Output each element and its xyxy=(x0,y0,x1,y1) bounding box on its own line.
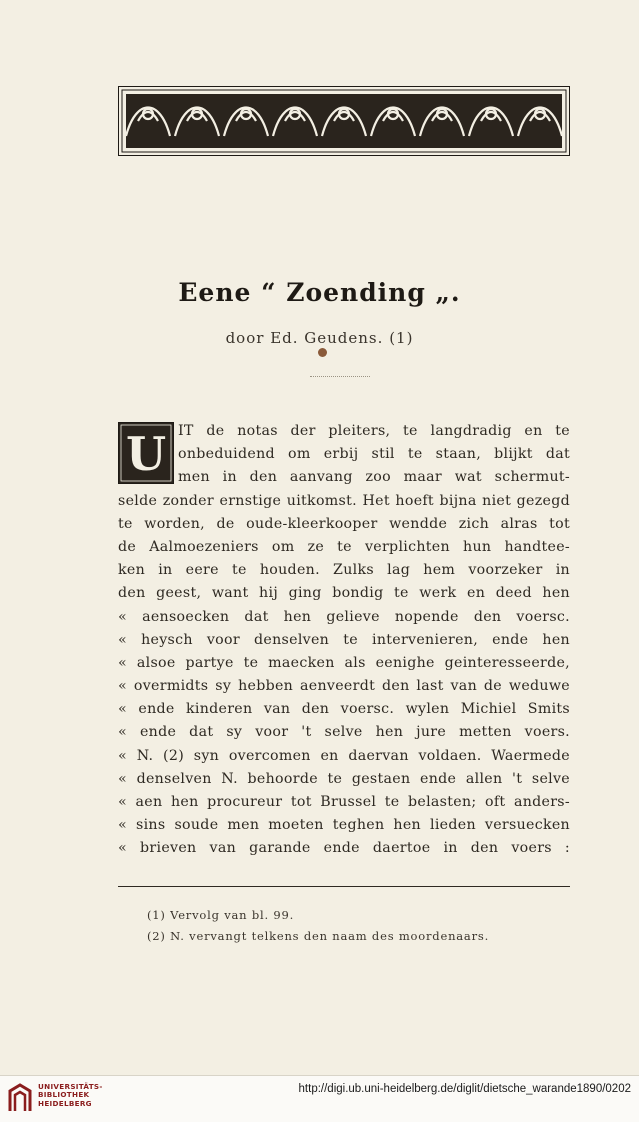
source-url[interactable]: http://digi.ub.uni-heidelberg.de/diglit/dietsche_warande1890/0202 xyxy=(298,1083,631,1095)
body-line: « sins soude men moeten teghen hen lieden versuecken xyxy=(118,817,570,834)
body-line: onbeduidend om erbij stil te staan, blijkt dat xyxy=(178,446,570,463)
body-line: « denselven N. behoorde te gestaen ende allen 't selve xyxy=(118,770,570,787)
body-line: « N. (2) syn overcomen en daervan voldaen. Waermede xyxy=(118,747,570,764)
body-line: « overmidts sy hebben aenveerdt den last van de weduwe xyxy=(118,678,570,695)
ornament-dot xyxy=(318,348,327,357)
body-line: IT de notas der pleiters, te langdradig en te xyxy=(178,423,570,439)
footnote-2: (2) N. vervangt telkens den naam des moordenaars. xyxy=(147,929,490,943)
footnote-ref: (1) xyxy=(389,329,414,347)
library-name-line-1: UNIVERSITÄTS- xyxy=(38,1082,103,1091)
author-name: Ed. Geudens. xyxy=(270,329,384,347)
body-line: te worden, de oude-kleerkooper wendde zich alras tot xyxy=(118,515,570,532)
body-line: « alsoe partye te maecken als eenighe geinteresseerde, xyxy=(118,654,570,671)
body-line: « heysch voor denselven te intervenieren, ende hen xyxy=(118,631,570,648)
body-line: « ende dat sy voor 't selve hen jure metten voers. xyxy=(118,724,570,741)
body-line: den geest, want hij ging bondig te werk en deed hen xyxy=(118,585,570,602)
body-text xyxy=(118,420,570,861)
body-line: « brieven van garande ende daertoe in den voers : xyxy=(118,840,570,857)
initial-letter: U xyxy=(125,427,167,481)
ornamental-header-band xyxy=(118,86,570,156)
body-line: selde zonder ernstige uitkomst. Het hoeft bijna niet gezegd xyxy=(118,492,570,509)
body-line: « aensoecken dat hen gelieve nopende den voersc. xyxy=(118,608,570,625)
body-line: ken in eere te houden. Zulks lag hem voorzeker in xyxy=(118,562,570,579)
footnote-rule xyxy=(118,886,570,887)
body-line: men in den aanvang zoo maar wat schermut- xyxy=(178,469,570,486)
article-title: Eene “ Zoending „. xyxy=(178,278,461,307)
footnote-1: (1) Vervolg van bl. 99. xyxy=(147,908,295,922)
body-line: de Aalmoezeniers om ze te verplichten hun handtee- xyxy=(118,538,570,555)
byline-prefix: door xyxy=(225,329,265,347)
byline xyxy=(0,329,639,347)
library-name xyxy=(38,1083,103,1108)
library-name-line-2: BIBLIOTHEK xyxy=(38,1090,90,1100)
library-name-line-3: HEIDELBERG xyxy=(38,1098,92,1108)
body-line: « ende kinderen van den voersc. wylen Michiel Smits xyxy=(118,701,570,718)
separator-dash xyxy=(310,376,370,377)
library-logo-icon xyxy=(6,1081,34,1115)
body-line: « aen hen procureur tot Brussel te belasten; oft anders- xyxy=(118,794,570,810)
